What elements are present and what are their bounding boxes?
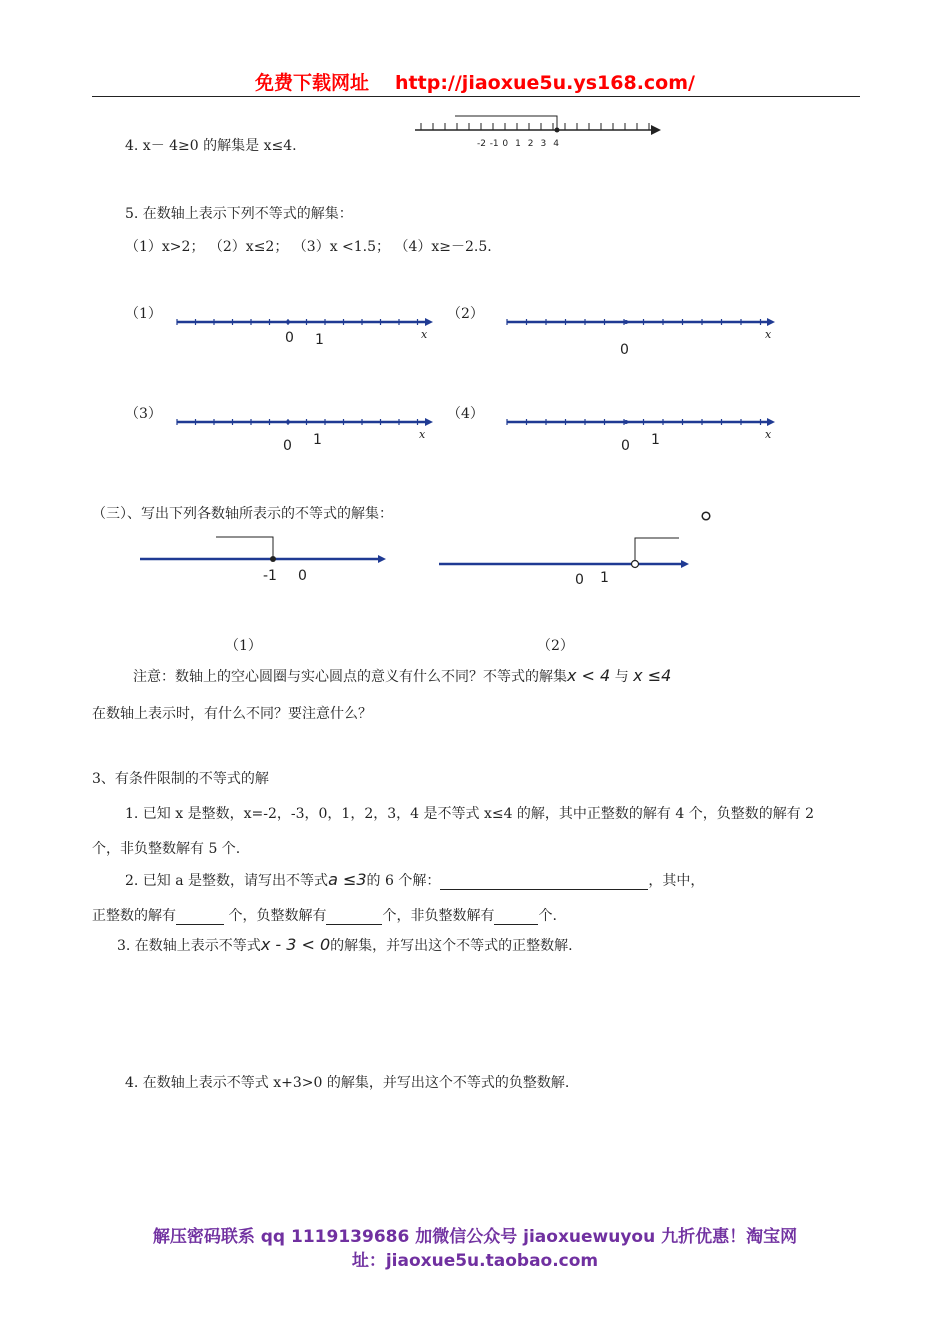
note-line-2: 在数轴上表示时，有什么不同？要注意什么？	[92, 706, 372, 722]
note-mid: 与	[614, 669, 629, 685]
sec3-axis-1-label-0: -1	[263, 568, 277, 584]
sec3-axis-2-label-1: 1	[600, 570, 609, 586]
panel-3-tick-1: 1	[313, 432, 322, 448]
p2-blank-negative[interactable]	[326, 910, 382, 925]
sec3-axis-1-label-1: 0	[298, 568, 307, 584]
p2-text-f: 个，非负整数解有	[382, 908, 495, 924]
note-line-1	[133, 666, 671, 686]
p3-text-b: 的解集，并写出这个不等式的正整数解.	[330, 938, 573, 954]
panel-4-x: x	[765, 428, 772, 441]
panel-1-tick-0: 0	[285, 330, 294, 346]
panel-2-tick-0: 0	[620, 342, 629, 358]
q4-axis-label: 2	[527, 139, 534, 149]
panel-3-x: x	[419, 428, 426, 441]
panel-2-axis	[505, 314, 785, 358]
p2-text-d: 正整数的解有	[92, 908, 176, 924]
p2-text-e: 个，负整数解有	[224, 908, 327, 924]
q4-number-line	[415, 112, 660, 152]
p2-text-c: ，其中，	[648, 873, 705, 889]
panel-2-x: x	[765, 328, 772, 341]
panel-1-axis	[175, 314, 440, 350]
p3-math: x - 3 < 0	[260, 935, 331, 954]
q4-text: 4. x－ 4≥0 的解集是 x≤4.	[125, 138, 297, 154]
page-header	[0, 68, 950, 95]
panel-4-label: （4）	[447, 406, 484, 422]
footer-line-2[interactable]: 址：jiaoxue5u.taobao.com	[351, 1251, 599, 1271]
q4-axis-label: 1	[515, 139, 521, 149]
panel-4-tick-0: 0	[621, 438, 630, 454]
part3-p2-line2	[92, 905, 557, 925]
q5-title: 5. 在数轴上表示下列不等式的解集：	[125, 206, 353, 222]
panel-4-axis	[505, 414, 785, 454]
p2-text-g: 个.	[538, 908, 557, 924]
sec3-axis-2	[437, 536, 697, 588]
note-math-1: x < 4	[567, 666, 611, 685]
panel-1-tick-1: 1	[315, 332, 324, 348]
q4-axis-label: 3	[540, 139, 547, 149]
header-divider	[92, 96, 860, 97]
note-math-2: x ≤4	[633, 666, 672, 685]
header-title: 免费下载网址	[255, 72, 370, 94]
p2-blank-positive[interactable]	[176, 910, 224, 925]
panel-4-tick-1: 1	[651, 432, 660, 448]
sec3-axis-1	[140, 535, 395, 585]
part3-p1-line1: 1. 已知 x 是整数，x=-2，-3，0，1，2，3，4 是不等式 x≤4 的解，其中正整数的解有 4 个，负整数的解有 2	[125, 806, 815, 822]
header-url[interactable]: http://jiaoxue5u.ys168.com/	[395, 72, 695, 94]
panel-2-label: （2）	[447, 306, 484, 322]
q4-axis-label: -1	[489, 139, 499, 149]
sec3-caption-1: （1）	[225, 638, 262, 654]
p2-blank-nonnegative[interactable]	[494, 910, 538, 925]
sec3-stray-circle	[700, 510, 714, 524]
part3-p3	[117, 935, 573, 955]
part3-p2-line1	[125, 870, 704, 890]
p2-blank-solutions[interactable]	[440, 875, 648, 890]
q4-axis-label: 4	[553, 139, 559, 149]
p3-text-a: 3. 在数轴上表示不等式	[117, 938, 261, 954]
sec3-caption-2: （2）	[537, 638, 574, 654]
footer-line-1: 解压密码联系 qq 1119139686 加微信公众号 jiaoxuewuyou 九折优惠！淘宝网	[152, 1227, 798, 1247]
panel-3-label: （3）	[125, 406, 162, 422]
panel-1-x: x	[421, 328, 428, 341]
part3-p4: 4. 在数轴上表示不等式 x+3>0 的解集，并写出这个不等式的负整数解.	[125, 1075, 570, 1091]
page-footer	[0, 1225, 950, 1273]
q4-axis-label: -2	[477, 139, 486, 149]
panel-3-tick-0: 0	[283, 438, 292, 454]
part3-title: 3、有条件限制的不等式的解	[92, 771, 269, 787]
note-text-1: 注意：数轴上的空心圆圈与实心圆点的意义有什么不同？不等式的解集	[133, 669, 567, 685]
sec3-axis-2-label-0: 0	[575, 572, 584, 588]
panel-3-axis	[175, 414, 440, 454]
panel-1-label: （1）	[125, 306, 162, 322]
p2-text-b: 的 6 个解：	[366, 873, 441, 889]
p2-math: a ≤3	[328, 870, 367, 889]
q5-items: （1）x>2； （2）x≤2； （3）x <1.5； （4）x≥－2.5.	[125, 239, 492, 255]
part3-p1-line2: 个，非负整数解有 5 个.	[92, 841, 241, 857]
p2-text-a: 2. 已知 a 是整数，请写出不等式	[125, 873, 329, 889]
sec3-title: （三）、写出下列各数轴所表示的不等式的解集：	[92, 506, 393, 522]
q4-axis-label: 0	[502, 139, 509, 149]
